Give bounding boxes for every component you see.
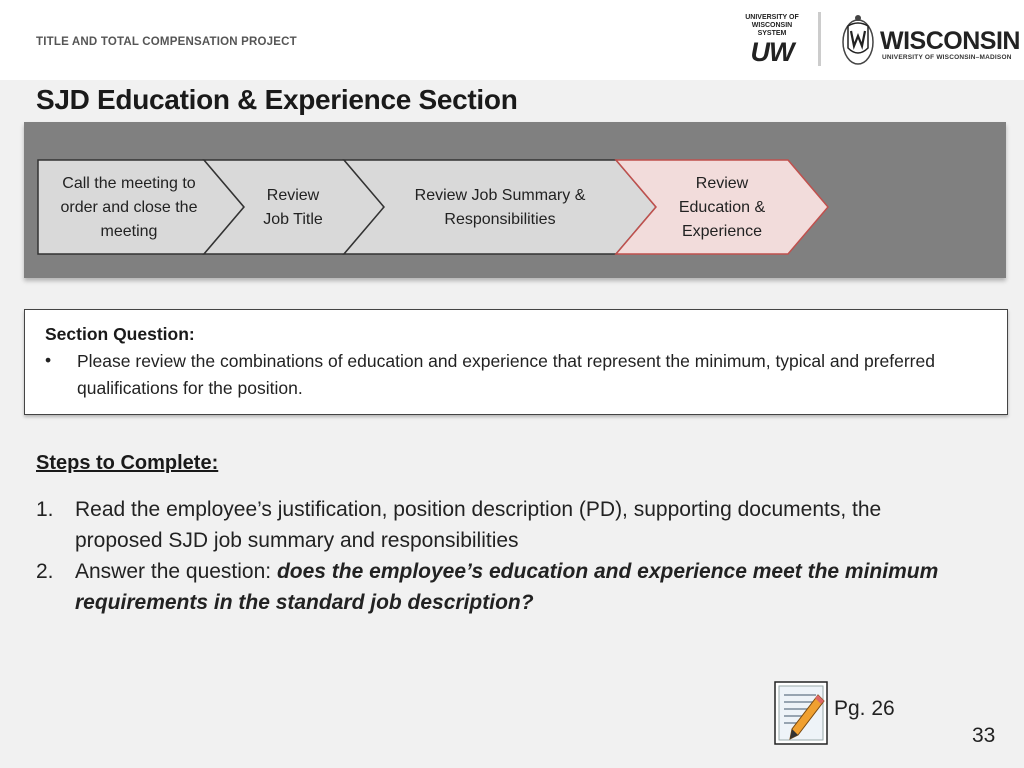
- header-bar: [0, 0, 1024, 80]
- list-item: [36, 556, 966, 618]
- section-question-heading: Section Question:: [45, 324, 195, 344]
- section-question-text: Please review the combinations of education and experience that represent the minimum, typical and preferred qualifications for the position.: [77, 351, 935, 398]
- project-title: TITLE AND TOTAL COMPENSATION PROJECT: [36, 36, 297, 48]
- wisconsin-wordmark: WISCONSIN: [880, 27, 1020, 55]
- slide-number: 33: [972, 724, 996, 747]
- uw-system-logo: [743, 14, 801, 67]
- step-number: 2.: [36, 560, 54, 583]
- document-pencil-icon: [774, 681, 828, 745]
- flow-step-1-label: Call the meeting to order and close the meeting: [60, 175, 198, 240]
- flow-step-2-label: Review Job Title: [263, 187, 323, 228]
- uw-system-logo-line2: WISCONSIN SYSTEM: [751, 22, 793, 37]
- logo-divider: [818, 12, 821, 66]
- step-emphasis-text: does the employee’s education and experience meet the minimum requirements in the standard job description?: [75, 560, 939, 614]
- step-text: Read the employee’s justification, position description (PD), supporting documents, the proposed SJD job summary and responsibilities: [75, 498, 882, 552]
- steps-heading: Steps to Complete:: [36, 452, 219, 474]
- page-title: SJD Education & Experience Section: [36, 84, 518, 115]
- process-flow-panel: [24, 122, 1006, 278]
- step-number: 1.: [36, 498, 54, 521]
- flow-step-4-label: Review Education & Experience: [678, 175, 766, 240]
- list-item: [36, 494, 966, 556]
- uw-system-logo-line1: UNIVERSITY OF: [745, 14, 799, 21]
- steps-list: [36, 494, 966, 618]
- page-reference: Pg. 26: [834, 697, 895, 720]
- flow-step-3-label: Review Job Summary & Responsibilities: [414, 187, 586, 228]
- step-text: Answer the question:: [75, 560, 277, 583]
- uw-crest-icon: [840, 12, 876, 68]
- bullet-marker: •: [45, 350, 52, 370]
- section-question-box: [24, 309, 1008, 415]
- wisconsin-subtitle: UNIVERSITY OF WISCONSIN–MADISON: [882, 54, 1012, 61]
- uw-system-logo-mark: UW: [750, 37, 794, 67]
